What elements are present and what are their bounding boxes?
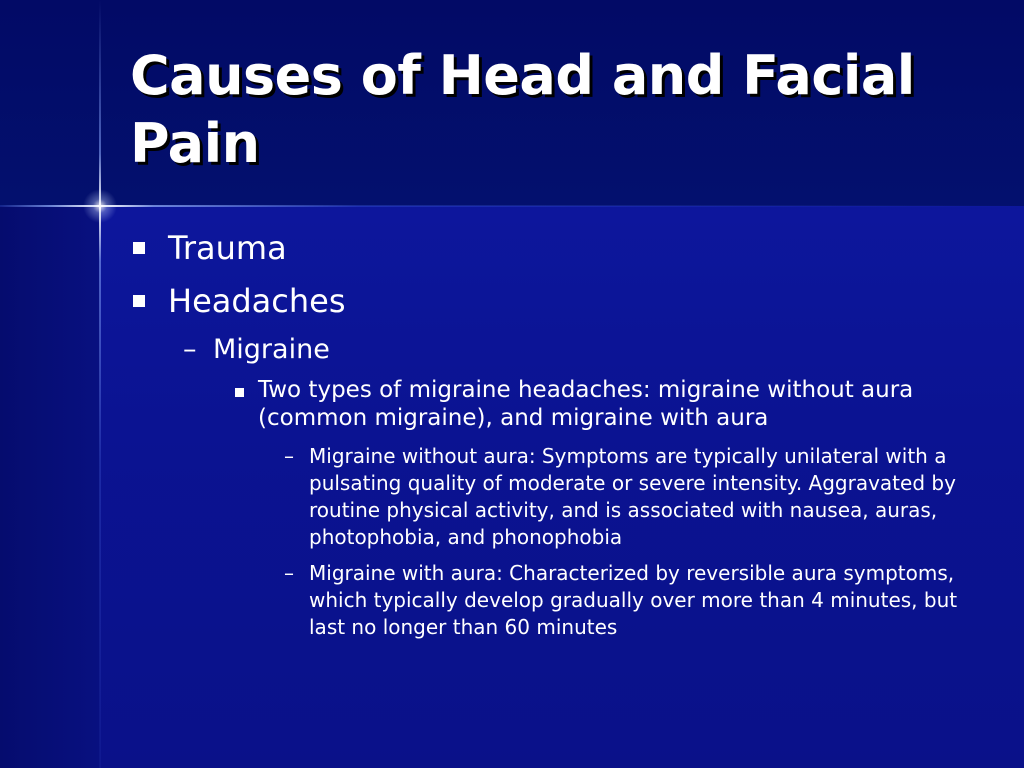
dash-bullet-icon: –: [284, 444, 294, 468]
bullet-trauma: Trauma: [168, 229, 287, 267]
square-bullet-icon: [235, 388, 244, 397]
bullet-migraine-with-aura: Migraine with aura: Characterized by reversible aura symptoms, which typically develop gradually over more than 4 minutes, but last no longer than 60 minutes: [309, 561, 958, 639]
bullet-headaches: Headaches: [168, 282, 346, 320]
dash-bullet-icon: –: [284, 561, 294, 585]
square-bullet-icon: [133, 242, 145, 254]
bullet-migraine: Migraine: [213, 334, 330, 365]
slide-title: Causes of Head and Facial Pain: [130, 44, 915, 175]
square-bullet-icon: [133, 295, 145, 307]
dash-bullet-icon: –: [183, 334, 197, 365]
bullet-two-types: Two types of migraine headaches: migraine without aura (common migraine), and migraine with aura: [258, 377, 914, 431]
bullet-migraine-without-aura: Migraine without aura: Symptoms are typically unilateral with a pulsating quality of moderate or severe intensity. Aggravated by routine physical activity, and is associated with nausea, auras, photophobia, and phonophobia: [309, 444, 956, 549]
